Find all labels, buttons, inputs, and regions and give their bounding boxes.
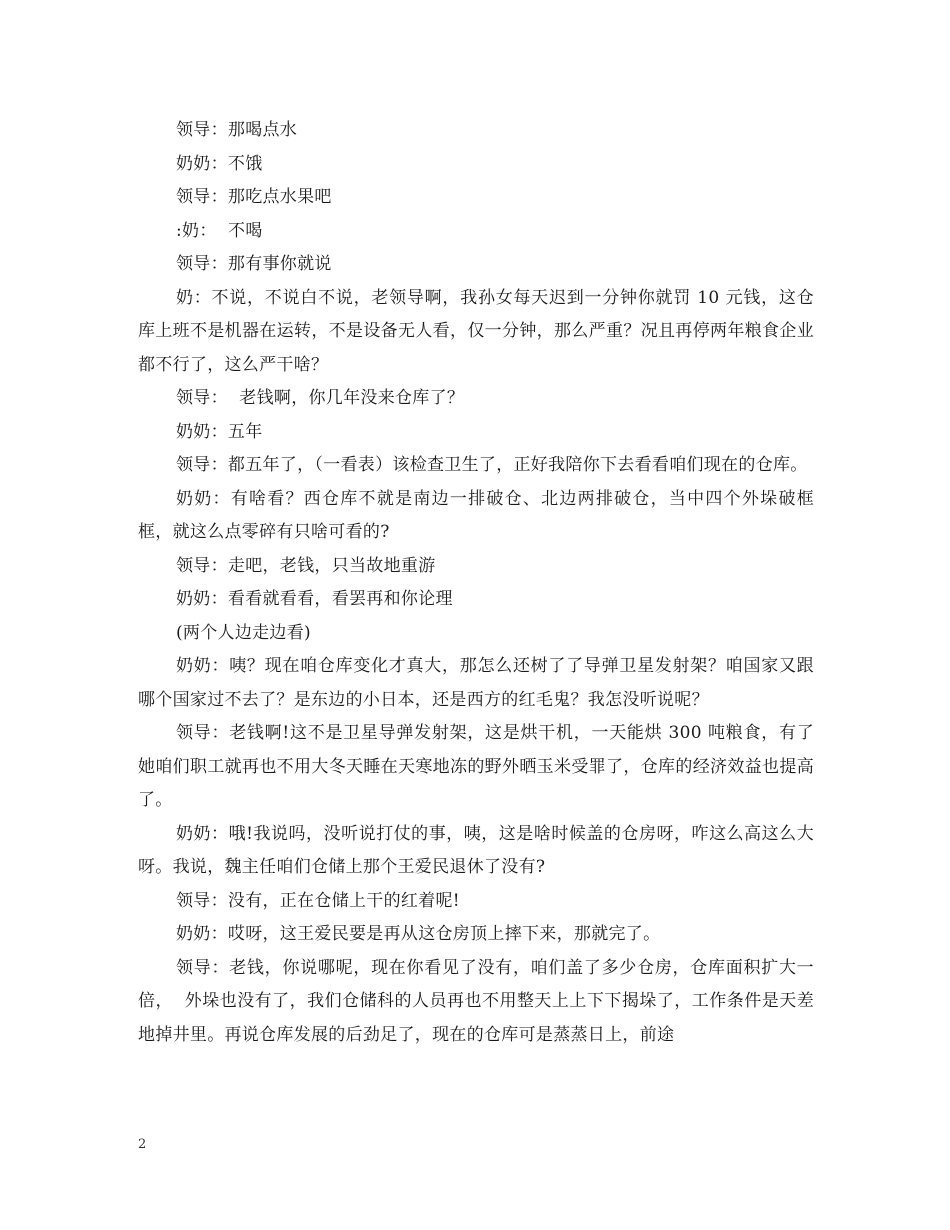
paragraph: 奶奶：五年 [176,421,263,442]
paragraph: 奶奶：有啥看？西仓库不就是南边一排破仓、北边两排破仓，当中四个外垛破框框，就这么点零碎有只啥可看的? [138,488,814,542]
paragraph: 领导：没有，正在仓储上干的红着呢! [176,890,460,911]
paragraph: 奶奶：哎呀，这王爱民要是再从这仓房顶上摔下来，那就完了。 [176,924,661,944]
paragraph: 领导：都五年了，（一看表）该检查卫生了，正好我陪你下去看看咱们现在的仓库。 [176,455,808,475]
paragraph: (两个人边走边看) [176,622,311,643]
paragraph: 奶奶：看看就看看，看罢再和你论理 [176,589,453,609]
paragraph: 领导：老钱啊!这不是卫星导弹发射架，这是烘干机，一天能烘 300 吨粮食，有了她咱们职工就再也不用大冬天睡在天寒地冻的野外晒玉米受罪了，仓库的经济效益也提高了。 [138,723,814,810]
paragraph: 领导：老钱，你说哪呢，现在你看见了没有，咱们盖了多少仓房，仓库面积扩大一倍， 外垛也没有了，我们仓储科的人员再也不用整天上上下下揭垛了，工作条件是天差地掉井里。再说仓库发展的后劲足了，现在的仓库可是蒸蒸日上，前途 [138,957,814,1045]
paragraph: :奶： 不喝 [176,220,263,241]
document-body [138,114,814,1052]
paragraph: 领导：走吧，老钱，只当故地重游 [176,555,436,576]
paragraph: 领导： 老钱啊，你几年没来仓库了？ [176,388,465,408]
paragraph: 领导：那吃点水果吧 [176,187,332,207]
paragraph: 领导：那有事你就说 [176,254,332,274]
page-number: 2 [138,1137,147,1152]
paragraph: 奶奶：哦!我说吗，没听说打仗的事，咦，这是啥时候盖的仓房呀，咋这么高这么大呀。我说，魏主任咱们仓储上那个王爱民退休了没有? [138,823,814,877]
paragraph: 奶奶：咦？现在咱仓库变化才真大，那怎么还树了了导弹卫星发射架？咱国家又跟哪个国家过不去了？是东边的小日本，还是西方的红毛鬼？我怎没听说呢？ [138,656,814,710]
paragraph: 领导：那喝点水 [176,120,298,140]
paragraph: 奶：不说，不说白不说，老领导啊，我孙女每天迟到一分钟你就罚 10 元钱，这仓库上班不是机器在运转，不是设备无人看，仅一分钟，那么严重？况且再停两年粮食企业都不行了，这么严干啥？ [138,287,814,375]
paragraph: 奶奶：不饿 [176,153,263,174]
